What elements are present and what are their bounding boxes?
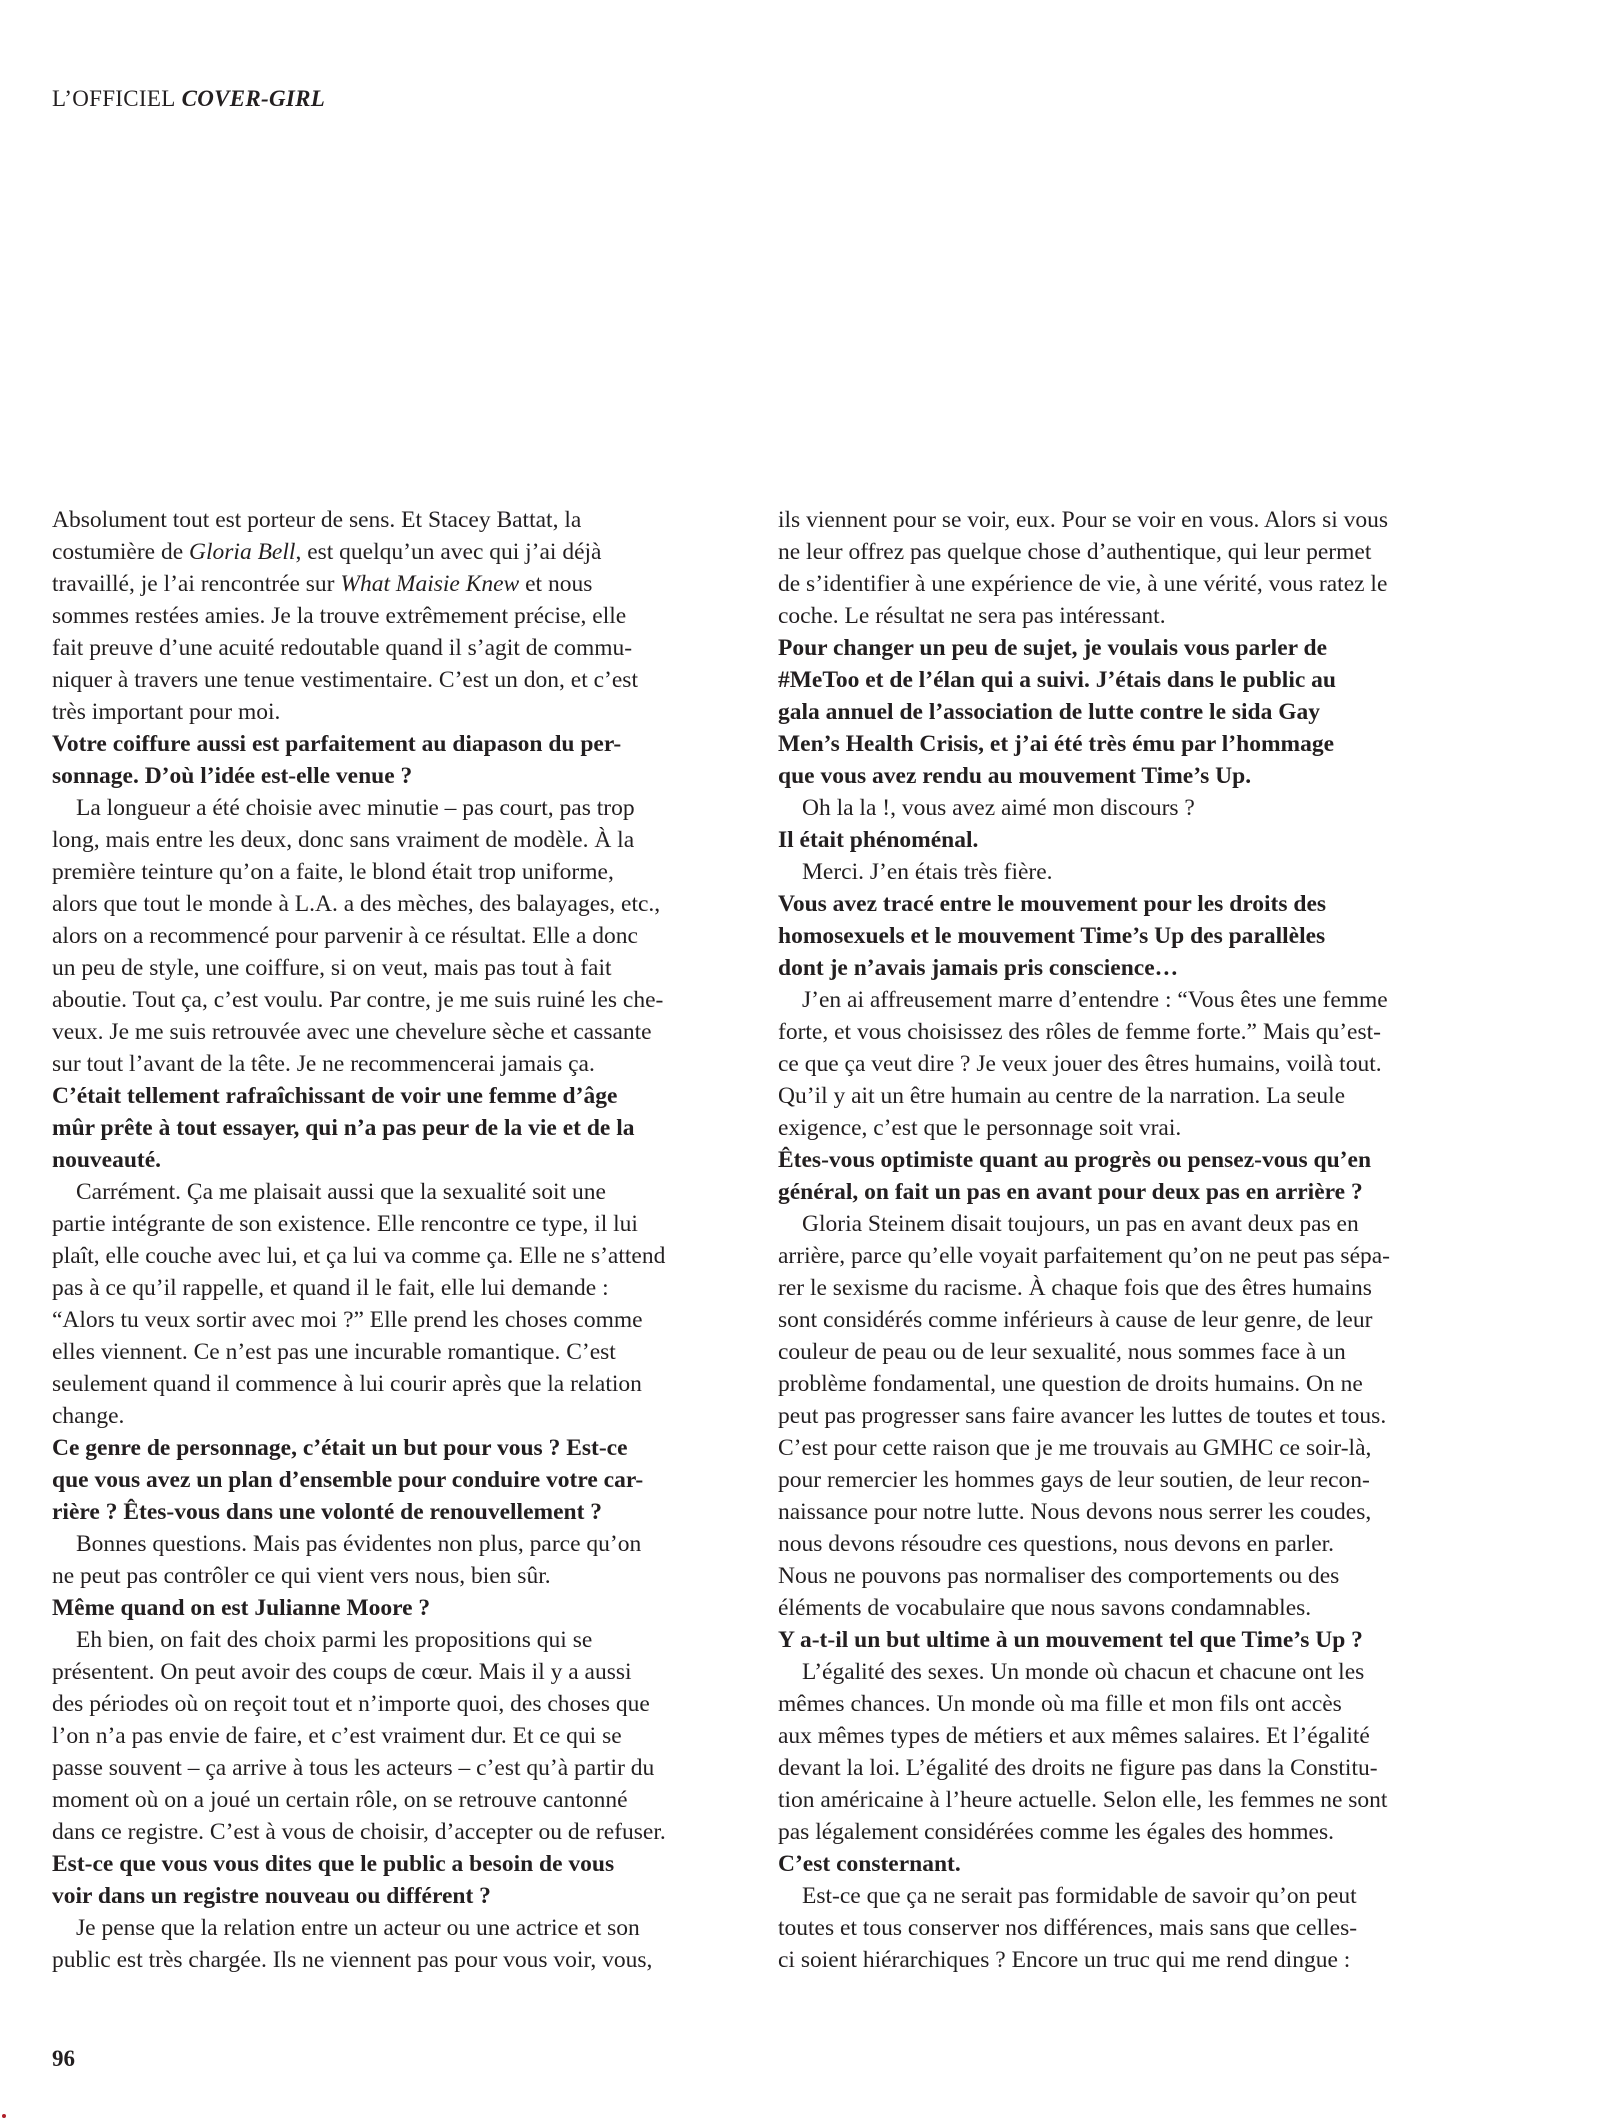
- text-line: [52, 1720, 752, 1752]
- text-segment: Oh la la !, vous avez aimé mon discours ?: [802, 795, 1195, 821]
- magazine-name: L’OFFICIEL: [52, 86, 176, 111]
- text-line: [52, 760, 752, 792]
- text-line: [778, 1496, 1478, 1528]
- text-line: [52, 1464, 752, 1496]
- text-line: [778, 1048, 1478, 1080]
- text-line: [778, 1144, 1478, 1176]
- text-line: [52, 1944, 752, 1976]
- text-line: [778, 920, 1478, 952]
- interview-answer: [778, 1880, 1478, 1976]
- text-line: [52, 888, 752, 920]
- text-segment: pour remercier les hommes gays de leur soutien, de leur recon-: [778, 1467, 1370, 1493]
- text-segment: “Alors tu veux sortir avec moi ?” Elle prend les choses comme: [52, 1307, 643, 1333]
- text-segment: C’était tellement rafraîchissant de voir une femme d’âge: [52, 1083, 618, 1109]
- text-segment: des périodes où on reçoit tout et n’importe quoi, des choses que: [52, 1691, 650, 1717]
- text-segment: très important pour moi.: [52, 699, 281, 725]
- text-segment: J’en ai affreusement marre d’entendre : “Vous êtes une femme: [802, 987, 1388, 1013]
- text-line: [778, 824, 1478, 856]
- text-segment: que vous avez rendu au mouvement Time’s Up.: [778, 763, 1252, 789]
- text-line: [778, 600, 1478, 632]
- text-segment: Vous avez tracé entre le mouvement pour les droits des: [778, 891, 1327, 917]
- text-segment: veux. Je me suis retrouvée avec une chevelure sèche et cassante: [52, 1019, 652, 1045]
- text-line: [778, 1112, 1478, 1144]
- interview-question: [52, 1848, 752, 1912]
- text-segment: Qu’il y ait un être humain au centre de la narration. La seule: [778, 1083, 1346, 1109]
- text-line: [52, 856, 752, 888]
- text-segment: ne leur offrez pas quelque chose d’authentique, qui leur permet: [778, 539, 1372, 565]
- text-line: [778, 1400, 1478, 1432]
- text-line: [52, 1880, 752, 1912]
- text-segment: L’égalité des sexes. Un monde où chacun et chacune ont les: [802, 1659, 1365, 1685]
- text-segment: dans ce registre. C’est à vous de choisir, d’accepter ou de refuser.: [52, 1819, 666, 1845]
- text-line: [52, 728, 752, 760]
- text-line: [778, 696, 1478, 728]
- interview-answer: [778, 856, 1478, 888]
- text-segment: coche. Le résultat ne sera pas intéressant.: [778, 603, 1166, 629]
- article-column-left: [52, 504, 752, 1976]
- text-line: [52, 1784, 752, 1816]
- text-line: [778, 504, 1478, 536]
- text-line: [778, 1016, 1478, 1048]
- text-segment: homosexuels et le mouvement Time’s Up des parallèles: [778, 923, 1326, 949]
- text-line: [778, 1208, 1478, 1240]
- text-line: [52, 504, 752, 536]
- text-line: [778, 1944, 1478, 1976]
- text-line: [52, 1080, 752, 1112]
- text-segment: devant la loi. L’égalité des droits ne figure pas dans la Constitu-: [778, 1755, 1378, 1781]
- text-segment: de s’identifier à une expérience de vie, à une vérité, vous ratez le: [778, 571, 1388, 597]
- text-line: [52, 664, 752, 696]
- text-segment: et nous: [519, 571, 593, 597]
- text-segment: exigence, c’est que le personnage soit vrai.: [778, 1115, 1182, 1141]
- interview-answer: [778, 504, 1478, 632]
- text-line: [52, 1656, 752, 1688]
- text-segment: Merci. J’en étais très fière.: [802, 859, 1053, 885]
- text-line: [778, 1752, 1478, 1784]
- text-line: [778, 760, 1478, 792]
- text-line: [52, 1176, 752, 1208]
- text-segment: , est quelqu’un avec qui j’ai déjà: [295, 539, 602, 565]
- text-line: [52, 1560, 752, 1592]
- text-segment: costumière de: [52, 539, 190, 565]
- text-segment: Même quand on est Julianne Moore ?: [52, 1595, 431, 1621]
- text-line: [778, 1464, 1478, 1496]
- text-line: [778, 1528, 1478, 1560]
- text-segment: #MeToo et de l’élan qui a suivi. J’étais dans le public au: [778, 667, 1336, 693]
- text-segment: plaît, elle couche avec lui, et ça lui va comme ça. Elle ne s’attend: [52, 1243, 666, 1269]
- text-segment: nous devons résoudre ces questions, nous devons en parler.: [778, 1531, 1335, 1557]
- text-segment: arrière, parce qu’elle voyait parfaitement qu’on ne peut pas sépa-: [778, 1243, 1391, 1269]
- text-line: [778, 728, 1478, 760]
- interview-question: [778, 632, 1478, 792]
- text-line: [778, 888, 1478, 920]
- text-segment: sommes restées amies. Je la trouve extrêmement précise, elle: [52, 603, 627, 629]
- text-segment: public est très chargée. Ils ne viennent pas pour vous voir, vous,: [52, 1947, 653, 1973]
- text-segment: Carrément. Ça me plaisait aussi que la sexualité soit une: [76, 1179, 606, 1205]
- running-header: [52, 86, 325, 112]
- text-segment: mûr prête à tout essayer, qui n’a pas peur de la vie et de la: [52, 1115, 635, 1141]
- text-line: [52, 1624, 752, 1656]
- text-segment: présentent. On peut avoir des coups de cœur. Mais il y a aussi: [52, 1659, 632, 1685]
- interview-question: [778, 1144, 1478, 1208]
- text-segment: long, mais entre les deux, donc sans vraiment de modèle. À la: [52, 827, 635, 853]
- text-segment: Pour changer un peu de sujet, je voulais vous parler de: [778, 635, 1328, 661]
- text-line: [778, 1848, 1478, 1880]
- text-segment: général, on fait un pas en avant pour deux pas en arrière ?: [778, 1179, 1363, 1205]
- text-line: [778, 856, 1478, 888]
- text-segment: La longueur a été choisie avec minutie – pas court, pas trop: [76, 795, 635, 821]
- text-segment: toutes et tous conserver nos différences, mais sans que celles-: [778, 1915, 1358, 1941]
- text-segment: Nous ne pouvons pas normaliser des comportements ou des: [778, 1563, 1340, 1589]
- text-line: [52, 1304, 752, 1336]
- text-line: [52, 632, 752, 664]
- text-segment: Men’s Health Crisis, et j’ai été très ému par l’hommage: [778, 731, 1335, 757]
- text-segment: nouveauté.: [52, 1147, 162, 1173]
- text-segment: C’est consternant.: [778, 1851, 961, 1877]
- interview-answer: [52, 1912, 752, 1976]
- text-segment: mêmes chances. Un monde où ma fille et mon fils ont accès: [778, 1691, 1342, 1717]
- page-number: 96: [52, 2046, 75, 2071]
- text-segment: pas légalement considérées comme les égales des hommes.: [778, 1819, 1334, 1845]
- text-line: [778, 1784, 1478, 1816]
- text-line: [52, 1816, 752, 1848]
- text-line: [52, 1528, 752, 1560]
- section-name: COVER-GIRL: [181, 86, 326, 111]
- text-line: [52, 1688, 752, 1720]
- text-segment: peut pas progresser sans faire avancer les luttes de toutes et tous.: [778, 1403, 1387, 1429]
- text-segment: sur tout l’avant de la tête. Je ne recommencerai jamais ça.: [52, 1051, 595, 1077]
- text-segment: Êtes-vous optimiste quant au progrès ou pensez-vous qu’en: [778, 1147, 1372, 1173]
- interview-answer: [778, 792, 1478, 824]
- crop-marker-dot: [2, 2114, 6, 2118]
- text-segment: rière ? Êtes-vous dans une volonté de renouvellement ?: [52, 1499, 603, 1525]
- text-segment: problème fondamental, une question de droits humains. On ne: [778, 1371, 1363, 1397]
- interview-question: [778, 1848, 1478, 1880]
- text-line: [778, 952, 1478, 984]
- text-line: [52, 696, 752, 728]
- text-segment: Bonnes questions. Mais pas évidentes non plus, parce qu’on: [76, 1531, 642, 1557]
- text-line: [52, 952, 752, 984]
- text-segment: Je pense que la relation entre un acteur ou une actrice et son: [76, 1915, 640, 1941]
- text-line: [778, 1560, 1478, 1592]
- interview-question: [52, 1432, 752, 1528]
- text-line: [52, 1240, 752, 1272]
- text-line: [778, 632, 1478, 664]
- text-segment: Est-ce que vous vous dites que le public a besoin de vous: [52, 1851, 615, 1877]
- text-line: [52, 1016, 752, 1048]
- text-segment: ne peut pas contrôler ce qui vient vers nous, bien sûr.: [52, 1563, 551, 1589]
- text-line: [778, 1368, 1478, 1400]
- text-line: [52, 1208, 752, 1240]
- text-line: [778, 568, 1478, 600]
- interview-question: [778, 888, 1478, 984]
- text-line: [778, 1336, 1478, 1368]
- text-line: [52, 824, 752, 856]
- interview-answer: [52, 504, 752, 728]
- text-line: [778, 1080, 1478, 1112]
- text-segment: alors on a recommencé pour parvenir à ce résultat. Elle a donc: [52, 923, 638, 949]
- text-line: [52, 1048, 752, 1080]
- text-segment: aux mêmes types de métiers et aux mêmes salaires. Et l’égalité: [778, 1723, 1370, 1749]
- text-line: [778, 1304, 1478, 1336]
- text-segment: Y a-t-il un but ultime à un mouvement tel que Time’s Up ?: [778, 1627, 1363, 1653]
- text-segment: Eh bien, on fait des choix parmi les propositions qui se: [76, 1627, 593, 1653]
- interview-question: [52, 1592, 752, 1624]
- text-line: [52, 1336, 752, 1368]
- text-line: [778, 1880, 1478, 1912]
- text-line: [52, 1272, 752, 1304]
- interview-question: [778, 824, 1478, 856]
- interview-question: [52, 728, 752, 792]
- text-segment: aboutie. Tout ça, c’est voulu. Par contre, je me suis ruiné les che-: [52, 987, 664, 1013]
- text-line: [52, 1432, 752, 1464]
- text-line: [778, 1912, 1478, 1944]
- text-line: [778, 1688, 1478, 1720]
- article-column-right: [778, 504, 1478, 1976]
- interview-question: [52, 1080, 752, 1176]
- interview-question: [778, 1624, 1478, 1656]
- text-segment: sonnage. D’où l’idée est-elle venue ?: [52, 763, 413, 789]
- text-segment: un peu de style, une coiffure, si on veut, mais pas tout à fait: [52, 955, 612, 981]
- text-segment: seulement quand il commence à lui courir après que la relation: [52, 1371, 642, 1397]
- text-line: [778, 1272, 1478, 1304]
- text-segment: forte, et vous choisissez des rôles de femme forte.” Mais qu’est-: [778, 1019, 1381, 1045]
- text-segment: sont considérés comme inférieurs à cause de leur genre, de leur: [778, 1307, 1373, 1333]
- text-segment: éléments de vocabulaire que nous savons condamnables.: [778, 1595, 1312, 1621]
- interview-answer: [778, 1656, 1478, 1848]
- text-segment: fait preuve d’une acuité redoutable quand il s’agit de commu-: [52, 635, 633, 661]
- text-line: [778, 664, 1478, 696]
- text-segment: tion américaine à l’heure actuelle. Selon elle, les femmes ne sont: [778, 1787, 1388, 1813]
- text-segment: ce que ça veut dire ? Je veux jouer des êtres humains, voilà tout.: [778, 1051, 1382, 1077]
- text-line: [52, 1368, 752, 1400]
- italic-title: Gloria Bell: [189, 539, 296, 565]
- text-line: [52, 1752, 752, 1784]
- text-line: [778, 1624, 1478, 1656]
- text-segment: Gloria Steinem disait toujours, un pas en avant deux pas en: [802, 1211, 1359, 1237]
- text-line: [52, 792, 752, 824]
- text-segment: l’on n’a pas envie de faire, et c’est vraiment dur. Et ce qui se: [52, 1723, 622, 1749]
- text-segment: travaillé, je l’ai rencontrée sur: [52, 571, 341, 597]
- text-line: [778, 1432, 1478, 1464]
- text-line: [778, 1720, 1478, 1752]
- text-line: [778, 1240, 1478, 1272]
- text-line: [778, 1176, 1478, 1208]
- text-segment: pas à ce qu’il rappelle, et quand il le fait, elle lui demande :: [52, 1275, 609, 1301]
- text-line: [52, 536, 752, 568]
- text-segment: C’est pour cette raison que je me trouvais au GMHC ce soir-là,: [778, 1435, 1372, 1461]
- text-segment: dont je n’avais jamais pris conscience…: [778, 955, 1179, 981]
- text-segment: Ce genre de personnage, c’était un but pour vous ? Est-ce: [52, 1435, 628, 1461]
- text-segment: passe souvent – ça arrive à tous les acteurs – c’est qu’à partir du: [52, 1755, 655, 1781]
- interview-answer: [778, 1208, 1478, 1624]
- text-line: [52, 1400, 752, 1432]
- text-line: [52, 920, 752, 952]
- text-segment: Absolument tout est porteur de sens. Et Stacey Battat, la: [52, 507, 582, 533]
- text-segment: que vous avez un plan d’ensemble pour conduire votre car-: [52, 1467, 644, 1493]
- text-segment: première teinture qu’on a faite, le blond était trop uniforme,: [52, 859, 614, 885]
- text-segment: elles viennent. Ce n’est pas une incurable romantique. C’est: [52, 1339, 616, 1365]
- text-segment: partie intégrante de son existence. Elle rencontre ce type, il lui: [52, 1211, 638, 1237]
- text-line: [52, 1496, 752, 1528]
- text-segment: naissance pour notre lutte. Nous devons nous serrer les coudes,: [778, 1499, 1372, 1525]
- text-segment: ci soient hiérarchiques ? Encore un truc qui me rend dingue :: [778, 1947, 1351, 1973]
- text-line: [52, 1848, 752, 1880]
- text-segment: moment où on a joué un certain rôle, on se retrouve cantonné: [52, 1787, 628, 1813]
- text-line: [52, 984, 752, 1016]
- text-line: [52, 1112, 752, 1144]
- text-segment: Il était phénoménal.: [778, 827, 979, 853]
- italic-title: What Maisie Knew: [340, 571, 520, 597]
- text-segment: change.: [52, 1403, 125, 1429]
- interview-answer: [52, 1176, 752, 1432]
- text-line: [778, 536, 1478, 568]
- text-line: [52, 568, 752, 600]
- text-segment: ils viennent pour se voir, eux. Pour se voir en vous. Alors si vous: [778, 507, 1389, 533]
- text-line: [52, 1912, 752, 1944]
- text-segment: niquer à travers une tenue vestimentaire. C’est un don, et c’est: [52, 667, 638, 693]
- text-segment: voir dans un registre nouveau ou différent ?: [52, 1883, 491, 1909]
- text-segment: alors que tout le monde à L.A. a des mèches, des balayages, etc.,: [52, 891, 661, 917]
- interview-answer: [52, 792, 752, 1080]
- text-segment: Est-ce que ça ne serait pas formidable de savoir qu’on peut: [802, 1883, 1357, 1909]
- interview-answer: [52, 1528, 752, 1592]
- text-line: [778, 1816, 1478, 1848]
- text-line: [52, 1592, 752, 1624]
- text-line: [778, 1592, 1478, 1624]
- interview-answer: [52, 1624, 752, 1848]
- text-line: [778, 1656, 1478, 1688]
- interview-answer: [778, 984, 1478, 1144]
- text-segment: Votre coiffure aussi est parfaitement au diapason du per-: [52, 731, 622, 757]
- text-line: [778, 792, 1478, 824]
- text-segment: gala annuel de l’association de lutte contre le sida Gay: [778, 699, 1321, 725]
- text-segment: couleur de peau ou de leur sexualité, nous sommes face à un: [778, 1339, 1346, 1365]
- text-line: [52, 1144, 752, 1176]
- text-line: [778, 984, 1478, 1016]
- text-line: [52, 600, 752, 632]
- text-segment: rer le sexisme du racisme. À chaque fois que des êtres humains: [778, 1275, 1372, 1301]
